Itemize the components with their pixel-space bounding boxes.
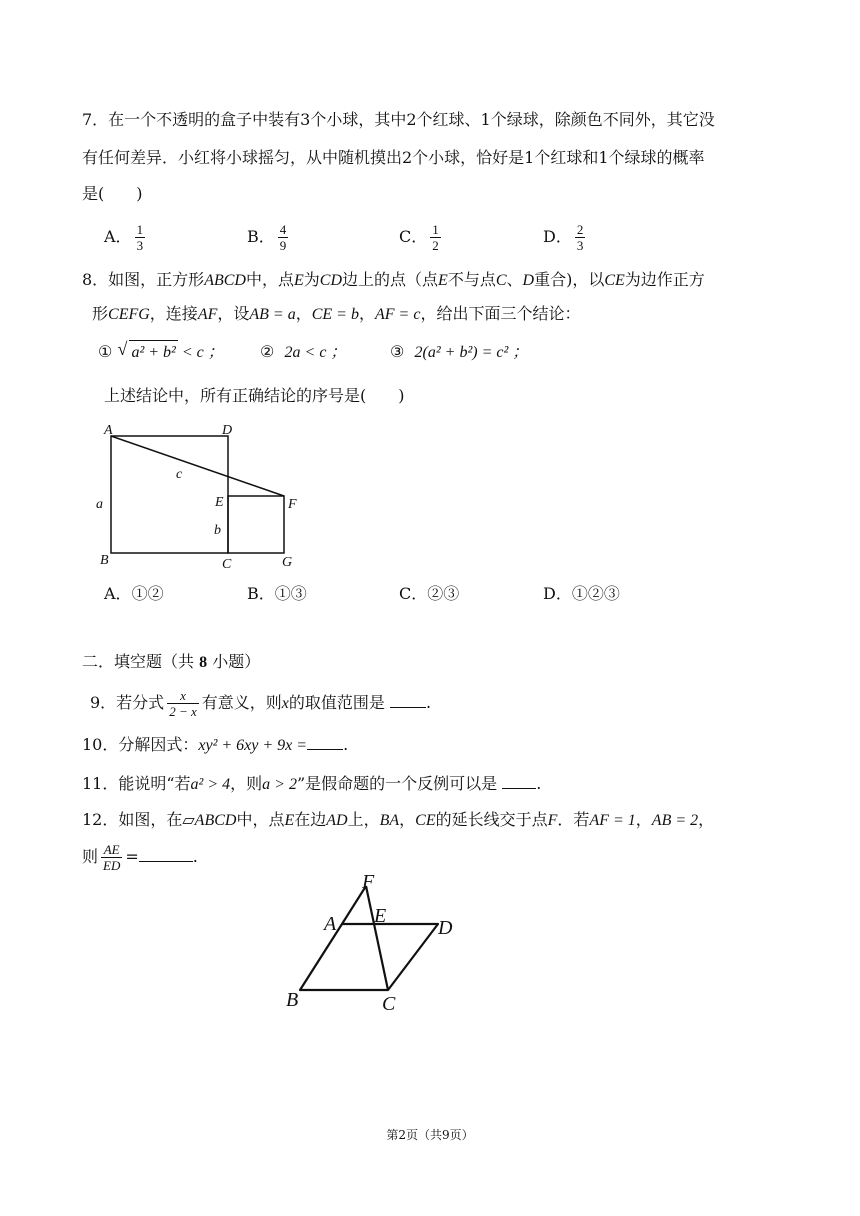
label-side-b: b	[214, 523, 221, 538]
label-a-point: A	[104, 423, 113, 438]
label-side-a: a	[96, 497, 103, 512]
label-side-c: c	[176, 467, 183, 482]
sqrt-expression: √ a² + b²	[117, 340, 177, 365]
segment-fc	[366, 886, 388, 990]
q8-choice-a[interactable]: A．①②	[104, 584, 164, 603]
q7-choice-b[interactable]: B． $\frac{4}{9}$	[247, 222, 287, 253]
q12-line-1: 12．如图，在▱ABCD中，点E在边AD上，BA，CE的延长线交于点F．若AF = 1，AB = 2，	[82, 810, 715, 829]
fraction: $\frac{4}{9}$	[279, 222, 287, 253]
segment-af	[111, 436, 284, 496]
answer-blank[interactable]	[307, 733, 343, 750]
fraction: $\frac{AE}{ED}$	[103, 842, 121, 873]
q8-conclusion-3: ③ 2(a² + b²) = c² ；	[390, 342, 529, 361]
label-d-point: D	[438, 917, 453, 939]
fraction: $\frac{1}{3}$	[136, 222, 144, 253]
q11: 11．能说明“若a² > 4，则a > 2”是假命题的一个反例可以是 .	[82, 774, 542, 793]
label-c-point: C	[382, 993, 396, 1015]
label-d-point: D	[222, 423, 233, 438]
label-a-point: A	[324, 913, 337, 935]
label-b-point: B	[100, 553, 109, 568]
q8-line-2: 形CEFG，连接AF，设AB = a，CE = b，AF = c，给出下面三个结论：	[92, 304, 581, 323]
label-e-point: E	[215, 495, 224, 510]
answer-blank[interactable]	[390, 691, 426, 708]
q12-line-2: 则 $\frac{AE}{ED}$ = .	[82, 842, 198, 873]
fraction: $\frac{2}{3}$	[576, 222, 584, 253]
q8-choice-c[interactable]: C．②③	[399, 584, 460, 603]
label-g-point: G	[282, 555, 293, 570]
q7-choice-c[interactable]: C． $\frac{1}{2}$	[399, 222, 439, 253]
label-f-point: F	[288, 497, 297, 512]
label-c-point: C	[222, 557, 232, 572]
q7-line-1: 7．在一个不透明的盒子中装有3个小球，其中2个红球、1个绿球，除颜色不同外，其它没	[82, 110, 715, 129]
q8-conclusion-2: ② 2a < c ；	[260, 342, 347, 361]
q7-line-2: 有任何差异．小红将小球摇匀，从中随机摸出2个小球，恰好是1个红球和1个绿球的概率	[82, 148, 705, 167]
page-footer: 第2页（共9页）	[386, 1128, 474, 1142]
q10: 10．分解因式：xy² + 6xy + 9x = .	[82, 735, 349, 754]
square-cefg	[228, 496, 284, 553]
q8-line-1: 8．如图，正方形ABCD中，点E为CD边上的点（点E不与点C、D重合)，以CE为边作正方	[82, 270, 705, 289]
label-b-point: B	[286, 989, 299, 1011]
answer-blank[interactable]	[139, 845, 193, 862]
q12-figure	[280, 866, 460, 1016]
fraction: $\frac{1}{2}$	[432, 222, 439, 253]
label-e-point: E	[374, 905, 387, 927]
parallelogram-abcd	[300, 924, 438, 990]
q7-line-3: 是( )	[82, 184, 143, 203]
answer-blank[interactable]	[502, 772, 536, 789]
square-abcd	[111, 436, 228, 553]
label-f-point: F	[362, 871, 375, 893]
section-2-title: 二．填空题（共 8 小题）	[82, 652, 261, 671]
q8-conclusion-1: ① √ a² + b² < c ；	[98, 340, 224, 365]
q8-choice-d[interactable]: D．①②③	[543, 584, 620, 603]
q9: 9．若分式 $\frac{x}{2 - x}$ 有意义，则x的取值范围是 .	[90, 688, 432, 719]
q7-choice-d[interactable]: D． $\frac{2}{3}$	[543, 222, 584, 253]
q8-figure	[90, 418, 310, 576]
q8-question: 上述结论中，所有正确结论的序号是( )	[104, 386, 405, 405]
q8-choice-b[interactable]: B．①③	[247, 584, 307, 603]
q7-choice-a[interactable]: A． $\frac{1}{3}$	[104, 222, 144, 253]
fraction: $\frac{x}{2 - x}$	[169, 688, 197, 719]
